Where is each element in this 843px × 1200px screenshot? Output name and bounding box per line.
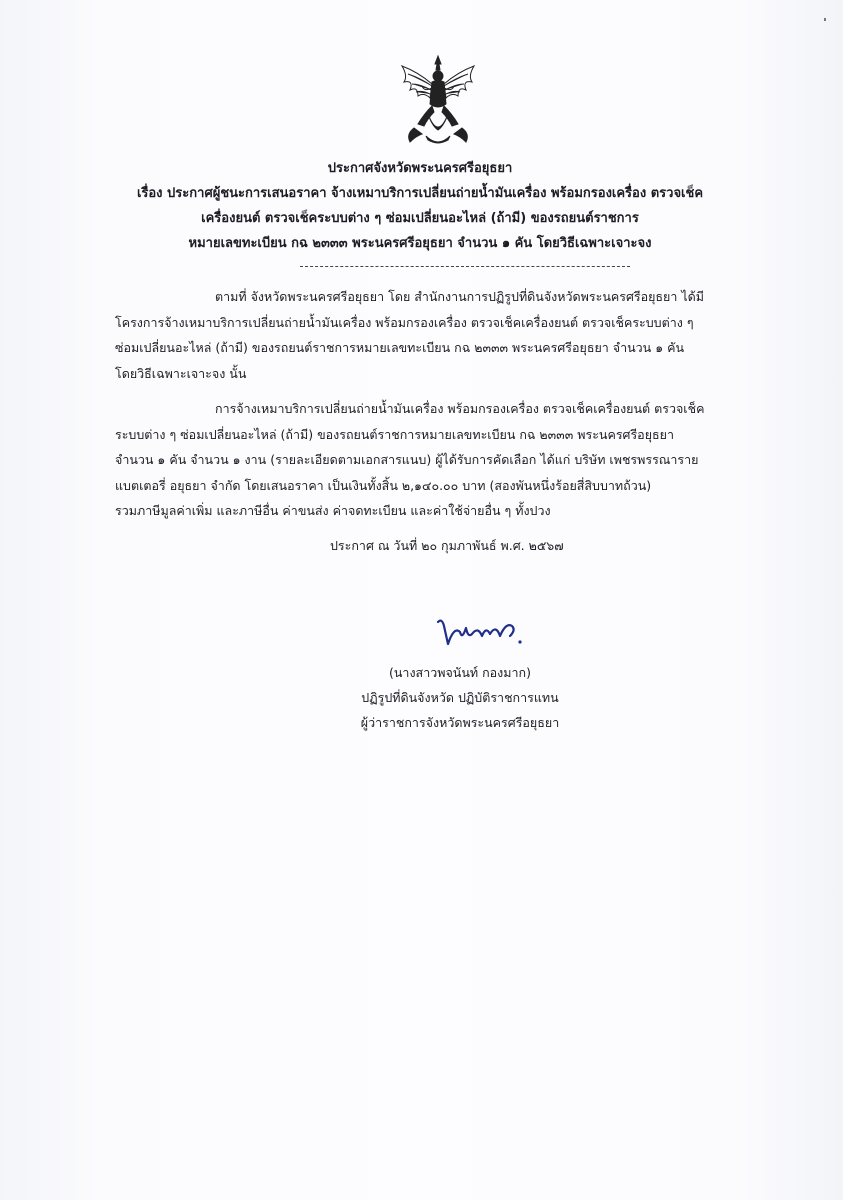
signature-block — [280, 660, 640, 735]
paragraph-line: การจ้างเหมาบริการเปลี่ยนถ่ายน้ำมันเครื่อง พร้อมกรองเครื่อง ตรวจเช็คเครื่องยนต์ ตรวจเช็ค — [215, 401, 705, 416]
paragraph-line: ซ่อมเปลี่ยนอะไหล่ (ถ้ามี) ของรถยนต์ราชการหมายเลขทะเบียน กฉ ๒๓๓๓ พระนครศรีอยุธยา จำนวน ๑ คัน — [115, 340, 685, 355]
page-mark — [824, 18, 826, 21]
signer-position: ปฏิรูปที่ดินจังหวัด ปฏิบัติราชการแทน — [361, 690, 559, 705]
paragraph-line: ระบบต่าง ๆ ซ่อมเปลี่ยนอะไหล่ (ถ้ามี) ของรถยนต์ราชการหมายเลขทะเบียน กฉ ๒๓๓๓ พระนครศรีอยุธยา — [115, 426, 674, 442]
paragraph-line: จำนวน ๑ คัน จำนวน ๑ งาน (รายละเอียดตามเอกสารแนบ) ผู้ได้รับการคัดเลือก ได้แก่ บริษัท เพชรพรรณาราย — [115, 452, 699, 467]
header-divider — [300, 266, 630, 267]
document-header — [90, 156, 750, 256]
paragraph-line: แบตเตอรี่ อยุธยา จำกัด โดยเสนอราคา เป็นเงินทั้งสิ้น ๒,๑๔๐.๐๐ บาท (สองพันหนึ่งร้อยสี่สิบบาทถ้วน) — [115, 477, 652, 493]
subject-line: หมายเลขทะเบียน กฉ ๒๓๓๓ พระนครศรีอยุธยา จำนวน ๑ คัน โดยวิธีเฉพาะเจาะจง — [188, 236, 652, 251]
signer-name: (นางสาวพจนันท์ กองมาก) — [389, 665, 531, 680]
paragraph-2 — [115, 396, 770, 524]
subject-line: เครื่องยนต์ ตรวจเช็คระบบต่าง ๆ ซ่อมเปลี่ยนอะไหล่ (ถ้ามี) ของรถยนต์ราชการ — [201, 211, 639, 226]
paragraph-line: รวมภาษีมูลค่าเพิ่ม และภาษีอื่น ค่าขนส่ง ค่าจดทะเบียน และค่าใช้จ่ายอื่น ๆ ทั้งปวง — [115, 503, 551, 518]
paragraph-1 — [115, 284, 770, 386]
paragraph-line: โดยวิธีเฉพาะเจาะจง นั้น — [115, 365, 247, 381]
signature-mark — [432, 612, 542, 652]
signer-on-behalf: ผู้ว่าราชการจังหวัดพระนครศรีอยุธยา — [360, 715, 560, 730]
announcement-date: ประกาศ ณ วันที่ ๒๐ กุมภาพันธ์ พ.ศ. ๒๕๖๗ — [330, 538, 564, 553]
paragraph-line: โครงการจ้างเหมาบริการเปลี่ยนถ่ายน้ำมันเครื่อง พร้อมกรองเครื่อง ตรวจเช็คเครื่องยนต์ ตรวจเช็คระบบต่าง ๆ — [115, 314, 694, 330]
subject-line: เรื่อง ประกาศผู้ชนะการเสนอราคา จ้างเหมาบริการเปลี่ยนถ่ายน้ำมันเครื่อง พร้อมกรองเครื่อง ตรวจเช็ค — [136, 186, 704, 201]
paragraph-line: ตามที่ จังหวัดพระนครศรีอยุธยา โดย สำนักงานการปฏิรูปที่ดินจังหวัดพระนครศรีอยุธยา ได้มี — [215, 289, 705, 304]
garuda-emblem-icon — [388, 52, 488, 152]
document-title: ประกาศจังหวัดพระนครศรีอยุธยา — [327, 161, 513, 176]
